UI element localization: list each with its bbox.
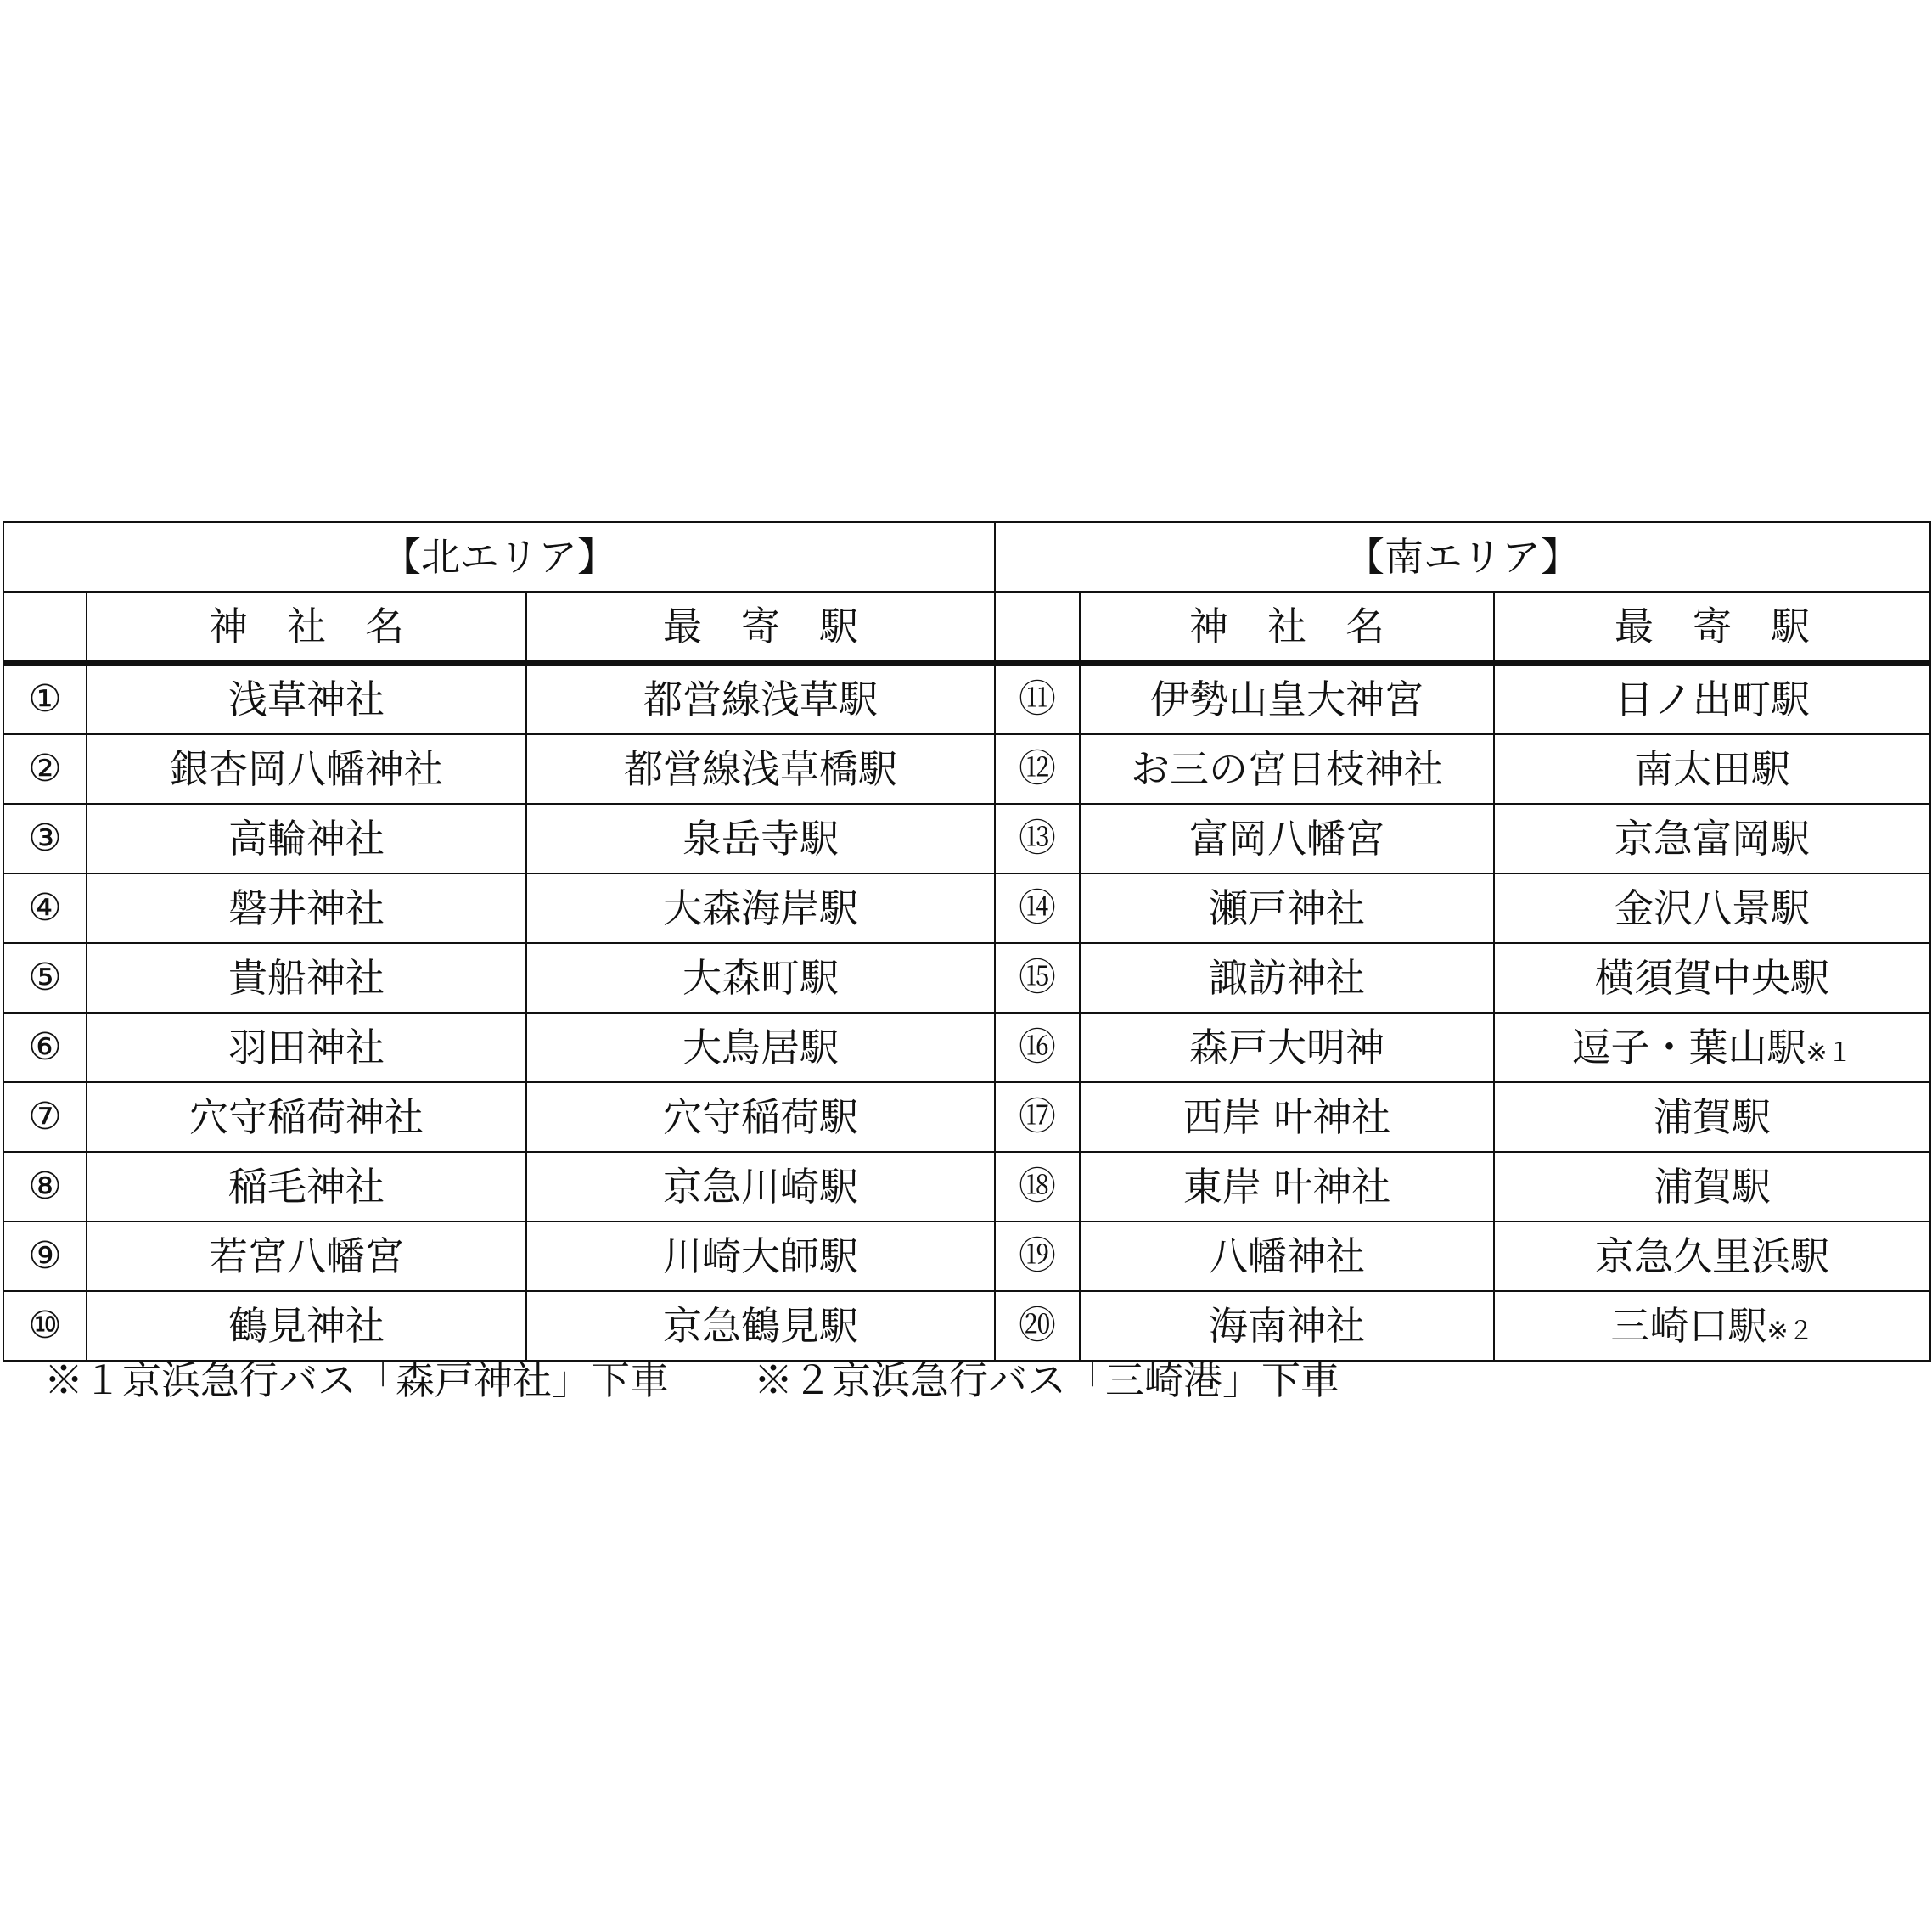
south-station-cell-text: 日ノ出町駅	[1615, 677, 1811, 722]
table-row	[3, 1291, 1930, 1361]
south-shrine-cell-text: 八幡神社	[1209, 1233, 1366, 1279]
south-station-cell-text: 逗子・葉山駅	[1571, 1025, 1806, 1070]
south-station-cell	[1494, 1013, 1930, 1082]
south-station-cell	[1494, 1082, 1930, 1152]
south-number-cell-text: ⑲	[1019, 1234, 1057, 1278]
north-shrine-cell	[87, 1291, 526, 1361]
north-shrine-cell	[87, 873, 526, 943]
south-shrine-cell	[1080, 734, 1494, 804]
north-shrine-cell	[87, 1152, 526, 1222]
north-station-cell	[526, 873, 995, 943]
south-station-cell-text: 京急久里浜駅	[1595, 1233, 1830, 1279]
table-row	[3, 873, 1930, 943]
table-row	[3, 1222, 1930, 1291]
table-row	[3, 1152, 1930, 1222]
north-station-cell	[526, 734, 995, 804]
south-number-cell	[995, 1082, 1080, 1152]
north-station-cell	[526, 1013, 995, 1082]
north-number-cell	[3, 943, 87, 1013]
station-note-mark: ※２	[1766, 1317, 1814, 1346]
footnotes	[44, 1355, 1339, 1406]
north-number-cell-text: ⑦	[28, 1095, 62, 1138]
north-number-cell	[3, 663, 87, 734]
north-shrine-cell-text: 磐井神社	[228, 885, 385, 931]
north-shrine-header: 神 社 名	[87, 592, 526, 663]
south-number-cell-text: ⑬	[1019, 817, 1057, 860]
south-shrine-cell-text: お三の宮日枝神社	[1131, 746, 1444, 792]
south-number-header	[995, 592, 1080, 663]
south-shrine-cell	[1080, 1222, 1494, 1291]
north-station-cell-text: 穴守稲荷駅	[663, 1094, 859, 1140]
footnote-2: ※２京浜急行バス「三崎港」下車	[754, 1357, 1339, 1403]
south-number-cell	[995, 734, 1080, 804]
station-note-mark: ※１	[1806, 1038, 1853, 1068]
north-shrine-cell	[87, 1222, 526, 1291]
south-shrine-header: 神 社 名	[1080, 592, 1494, 663]
north-number-cell-text: ①	[28, 677, 62, 721]
table-row	[3, 943, 1930, 1013]
north-station-cell-text: 都営線浅草橋駅	[624, 746, 898, 792]
south-number-cell-text: ⑳	[1019, 1304, 1057, 1347]
south-shrine-cell	[1080, 804, 1494, 873]
south-station-cell	[1494, 734, 1930, 804]
south-number-cell	[995, 943, 1080, 1013]
south-shrine-cell	[1080, 1082, 1494, 1152]
north-number-cell	[3, 1222, 87, 1291]
south-station-cell	[1494, 804, 1930, 873]
south-station-cell	[1494, 1152, 1930, 1222]
north-shrine-cell-text: 銀杏岡八幡神社	[170, 746, 443, 792]
south-shrine-cell-text: 富岡八幡宮	[1189, 816, 1385, 862]
north-number-header	[3, 592, 87, 663]
north-station-cell	[526, 1291, 995, 1361]
shrine-station-table	[3, 521, 1931, 1362]
table-row	[3, 663, 1930, 734]
north-station-cell-text: 都営線浅草駅	[643, 677, 879, 722]
north-number-cell-text: ⑤	[28, 956, 62, 999]
north-station-cell-text: 川崎大師駅	[663, 1233, 859, 1279]
north-number-cell	[3, 804, 87, 873]
south-station-cell	[1494, 873, 1930, 943]
table-row	[3, 1082, 1930, 1152]
south-number-cell-text: ⑰	[1019, 1095, 1057, 1138]
north-number-cell-text: ②	[28, 747, 62, 790]
north-station-cell-text: 大森海岸駅	[663, 885, 859, 931]
north-number-cell	[3, 1013, 87, 1082]
south-station-cell-text: 浦賀駅	[1654, 1164, 1772, 1210]
table-row	[3, 1013, 1930, 1082]
south-shrine-cell	[1080, 873, 1494, 943]
north-shrine-cell-text: 浅草神社	[228, 677, 385, 722]
south-number-cell	[995, 1222, 1080, 1291]
south-number-cell-text: ⑫	[1019, 747, 1057, 790]
south-station-header: 最 寄 駅	[1494, 592, 1930, 663]
north-number-cell	[3, 1291, 87, 1361]
south-station-cell-text: 南太田駅	[1634, 746, 1791, 792]
north-number-cell	[3, 1152, 87, 1222]
south-station-cell-text: 横須賀中央駅	[1595, 955, 1830, 1001]
north-station-cell-text: 京急鶴見駅	[663, 1303, 859, 1349]
north-station-cell	[526, 1082, 995, 1152]
south-station-cell	[1494, 943, 1930, 1013]
north-number-cell-text: ④	[28, 886, 62, 929]
south-number-cell-text: ⑪	[1019, 677, 1057, 721]
north-station-cell-text: 大森町駅	[682, 955, 840, 1001]
north-number-cell-text: ⑧	[28, 1165, 62, 1208]
south-station-cell	[1494, 663, 1930, 734]
south-station-cell	[1494, 1291, 1930, 1361]
north-area-header: 【北エリア】	[3, 522, 995, 592]
south-shrine-cell-text: 森戸大明神	[1189, 1025, 1385, 1070]
north-shrine-cell-text: 羽田神社	[228, 1025, 385, 1070]
south-shrine-cell	[1080, 1013, 1494, 1082]
south-number-cell-text: ⑱	[1019, 1165, 1057, 1208]
north-number-cell-text: ⑥	[28, 1025, 62, 1069]
north-number-cell-text: ③	[28, 817, 62, 860]
north-number-cell-text: ⑨	[28, 1234, 62, 1278]
north-shrine-cell-text: 若宮八幡宮	[209, 1233, 404, 1279]
south-number-cell-text: ⑯	[1019, 1025, 1057, 1069]
north-station-cell-text: 大鳥居駅	[682, 1025, 840, 1070]
column-header-row	[3, 592, 1930, 663]
south-number-cell	[995, 1013, 1080, 1082]
south-shrine-cell-text: 東岸 叶神社	[1182, 1164, 1391, 1210]
north-shrine-cell-text: 貴船神社	[228, 955, 385, 1001]
south-station-cell-text: 金沢八景駅	[1615, 885, 1811, 931]
south-number-cell	[995, 804, 1080, 873]
north-shrine-cell	[87, 663, 526, 734]
south-shrine-cell	[1080, 663, 1494, 734]
south-shrine-cell	[1080, 943, 1494, 1013]
north-number-cell	[3, 873, 87, 943]
north-shrine-cell	[87, 1082, 526, 1152]
north-shrine-cell	[87, 734, 526, 804]
north-shrine-cell	[87, 943, 526, 1013]
south-shrine-cell	[1080, 1291, 1494, 1361]
south-shrine-cell-text: 西岸 叶神社	[1182, 1094, 1391, 1140]
south-shrine-cell	[1080, 1152, 1494, 1222]
south-area-header: 【南エリア】	[995, 522, 1930, 592]
north-station-header: 最 寄 駅	[526, 592, 995, 663]
north-number-cell	[3, 734, 87, 804]
south-station-cell-text: 京急富岡駅	[1615, 816, 1811, 862]
south-shrine-cell-text: 海南神社	[1209, 1303, 1366, 1349]
south-number-cell	[995, 1291, 1080, 1361]
south-shrine-cell-text: 瀬戸神社	[1209, 885, 1366, 931]
north-station-cell	[526, 663, 995, 734]
north-shrine-cell-text: 穴守稲荷神社	[189, 1094, 424, 1140]
north-station-cell	[526, 1152, 995, 1222]
table-row	[3, 734, 1930, 804]
table-row	[3, 804, 1930, 873]
north-shrine-cell	[87, 804, 526, 873]
north-shrine-cell-text: 高輪神社	[228, 816, 385, 862]
footnote-1: ※１京浜急行バス「森戸神社」下車	[44, 1357, 669, 1403]
area-header-row	[3, 522, 1930, 592]
north-station-cell-text: 泉岳寺駅	[682, 816, 840, 862]
south-number-cell	[995, 663, 1080, 734]
south-station-cell	[1494, 1222, 1930, 1291]
south-station-cell-text: 浦賀駅	[1654, 1094, 1772, 1140]
north-shrine-cell	[87, 1013, 526, 1082]
north-station-cell	[526, 804, 995, 873]
north-number-cell	[3, 1082, 87, 1152]
north-shrine-cell-text: 稲毛神社	[228, 1164, 385, 1210]
south-station-cell-text: 三崎口駅	[1610, 1303, 1767, 1349]
north-shrine-cell-text: 鶴見神社	[228, 1303, 385, 1349]
south-number-cell	[995, 873, 1080, 943]
south-number-cell-text: ⑮	[1019, 956, 1057, 999]
north-station-cell-text: 京急川崎駅	[663, 1164, 859, 1210]
north-station-cell	[526, 1222, 995, 1291]
south-number-cell-text: ⑭	[1019, 886, 1057, 929]
south-shrine-cell-text: 諏訪神社	[1209, 955, 1366, 1001]
south-shrine-cell-text: 伊勢山皇大神宮	[1150, 677, 1424, 722]
north-station-cell	[526, 943, 995, 1013]
south-number-cell	[995, 1152, 1080, 1222]
north-number-cell-text: ⑩	[28, 1304, 62, 1347]
